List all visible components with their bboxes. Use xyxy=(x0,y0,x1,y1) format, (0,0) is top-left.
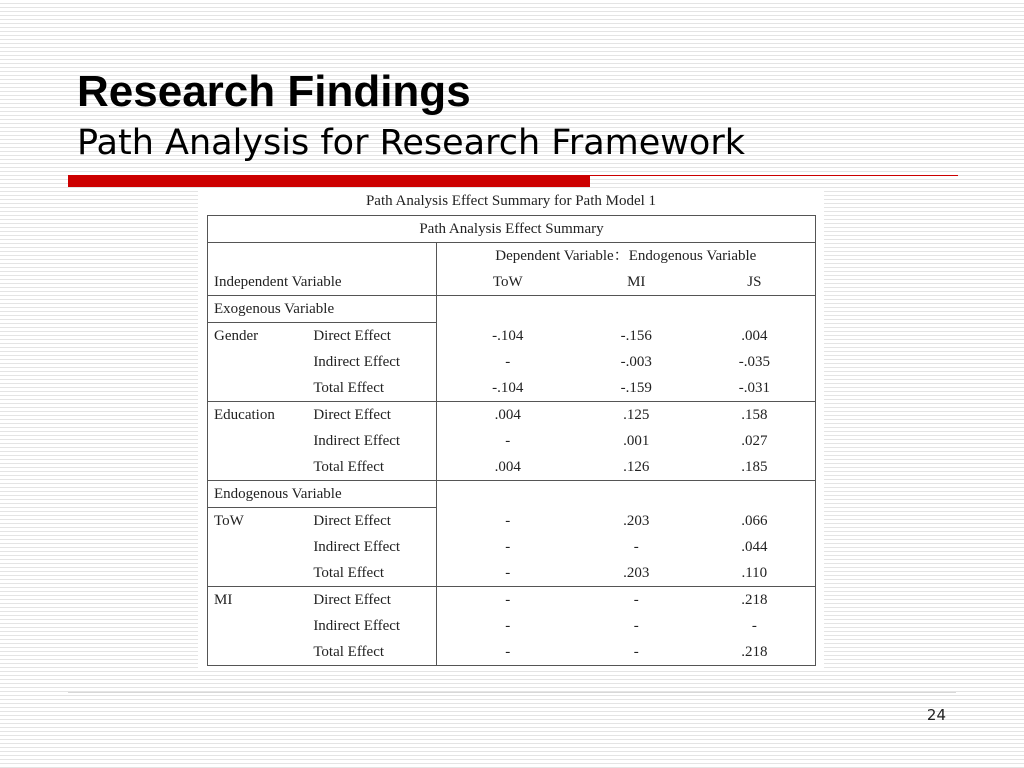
table-row xyxy=(208,587,816,614)
table-row xyxy=(208,323,816,350)
variable-name: Gender xyxy=(208,323,308,350)
table-row xyxy=(208,349,816,375)
effect-value: -.003 xyxy=(620,354,652,370)
column-header-js: JS xyxy=(694,269,816,296)
table-header: Path Analysis Effect Summary xyxy=(208,216,816,243)
effect-type: Indirect Effect xyxy=(307,349,436,375)
effect-value: .004 xyxy=(694,323,816,350)
variable-name xyxy=(208,534,308,560)
effect-value: -.156 xyxy=(620,327,652,344)
effect-value: -.031 xyxy=(694,375,816,402)
title-accent-line xyxy=(590,175,958,176)
table-header-row xyxy=(208,216,816,243)
effect-type: Indirect Effect xyxy=(307,428,436,454)
effect-type: Total Effect xyxy=(307,454,436,481)
effect-value: .027 xyxy=(694,428,816,454)
effect-value: - xyxy=(505,354,511,370)
effect-value: .004 xyxy=(436,454,579,481)
effect-value: -.104 xyxy=(436,375,579,402)
effect-value: -.035 xyxy=(694,349,816,375)
variable-name xyxy=(208,613,308,639)
section-row xyxy=(208,481,816,508)
effect-value: - xyxy=(633,618,639,634)
effect-value: - xyxy=(505,618,511,634)
effect-type: Indirect Effect xyxy=(307,613,436,639)
independent-variable-label: Independent Variable xyxy=(208,269,437,296)
table-row xyxy=(208,454,816,481)
effect-value: .203 xyxy=(579,560,694,587)
effect-value: .185 xyxy=(694,454,816,481)
effect-value: -.159 xyxy=(579,375,694,402)
slide-title: Research Findings xyxy=(77,67,471,116)
effect-type: Direct Effect xyxy=(307,402,436,429)
effect-type: Total Effect xyxy=(307,560,436,587)
effect-value: .218 xyxy=(694,587,816,614)
variable-name: MI xyxy=(208,587,308,614)
effect-value: - xyxy=(633,592,639,608)
effect-type: Direct Effect xyxy=(307,323,436,350)
variable-name: ToW xyxy=(208,508,308,535)
effect-value: .004 xyxy=(494,407,521,423)
footer-divider xyxy=(68,692,956,693)
effect-value: .044 xyxy=(694,534,816,560)
effect-type: Indirect Effect xyxy=(307,534,436,560)
table-row xyxy=(208,534,816,560)
title-accent-bar xyxy=(68,175,590,187)
effect-value: .125 xyxy=(623,407,650,423)
table-caption: Path Analysis Effect Summary for Path Model 1 xyxy=(365,193,657,209)
variable-name: Education xyxy=(208,402,308,429)
effect-value: .158 xyxy=(694,402,816,429)
column-header-tow: ToW xyxy=(436,269,579,296)
variable-name xyxy=(208,560,308,587)
table-row xyxy=(208,375,816,402)
effect-value: - xyxy=(505,512,511,529)
column-header-mi: MI xyxy=(579,269,694,296)
effect-value: - xyxy=(436,560,579,587)
table-row xyxy=(208,428,816,454)
table-row xyxy=(208,613,816,639)
dependent-header-row xyxy=(208,243,816,270)
effect-value: .126 xyxy=(579,454,694,481)
effect-value: - xyxy=(505,592,511,608)
variable-name xyxy=(208,428,308,454)
variable-name xyxy=(208,454,308,481)
effect-value: - xyxy=(633,539,639,555)
effect-value: .001 xyxy=(623,433,650,449)
column-header-row xyxy=(208,269,816,296)
variable-name xyxy=(208,375,308,402)
effect-summary-panel xyxy=(198,191,824,669)
effect-value: .203 xyxy=(623,512,650,529)
effect-type: Direct Effect xyxy=(307,587,436,614)
effect-value: - xyxy=(579,639,694,666)
effect-type: Total Effect xyxy=(307,639,436,666)
table-row xyxy=(208,508,816,535)
effect-value: - xyxy=(694,613,816,639)
effect-value: - xyxy=(505,539,511,555)
effect-type: Direct Effect xyxy=(307,508,436,535)
effect-value: .218 xyxy=(694,639,816,666)
dependent-variable-header: Dependent Variable：Endogenous Variable xyxy=(436,243,815,270)
page-number: 24 xyxy=(926,706,946,724)
section-label: Exogenous Variable xyxy=(208,296,437,323)
section-row xyxy=(208,296,816,323)
effect-value: - xyxy=(436,639,579,666)
effect-value: -.104 xyxy=(492,327,524,344)
effect-type: Total Effect xyxy=(307,375,436,402)
table-row xyxy=(208,402,816,429)
variable-name xyxy=(208,349,308,375)
effect-value: .066 xyxy=(694,508,816,535)
table-row xyxy=(208,560,816,587)
effect-value: .110 xyxy=(694,560,816,587)
table-row xyxy=(208,639,816,666)
effect-summary-table xyxy=(207,215,816,666)
slide-subtitle: Path Analysis for Research Framework xyxy=(77,123,746,163)
effect-value: - xyxy=(505,433,511,449)
section-label: Endogenous Variable xyxy=(208,481,437,508)
variable-name xyxy=(208,639,308,666)
